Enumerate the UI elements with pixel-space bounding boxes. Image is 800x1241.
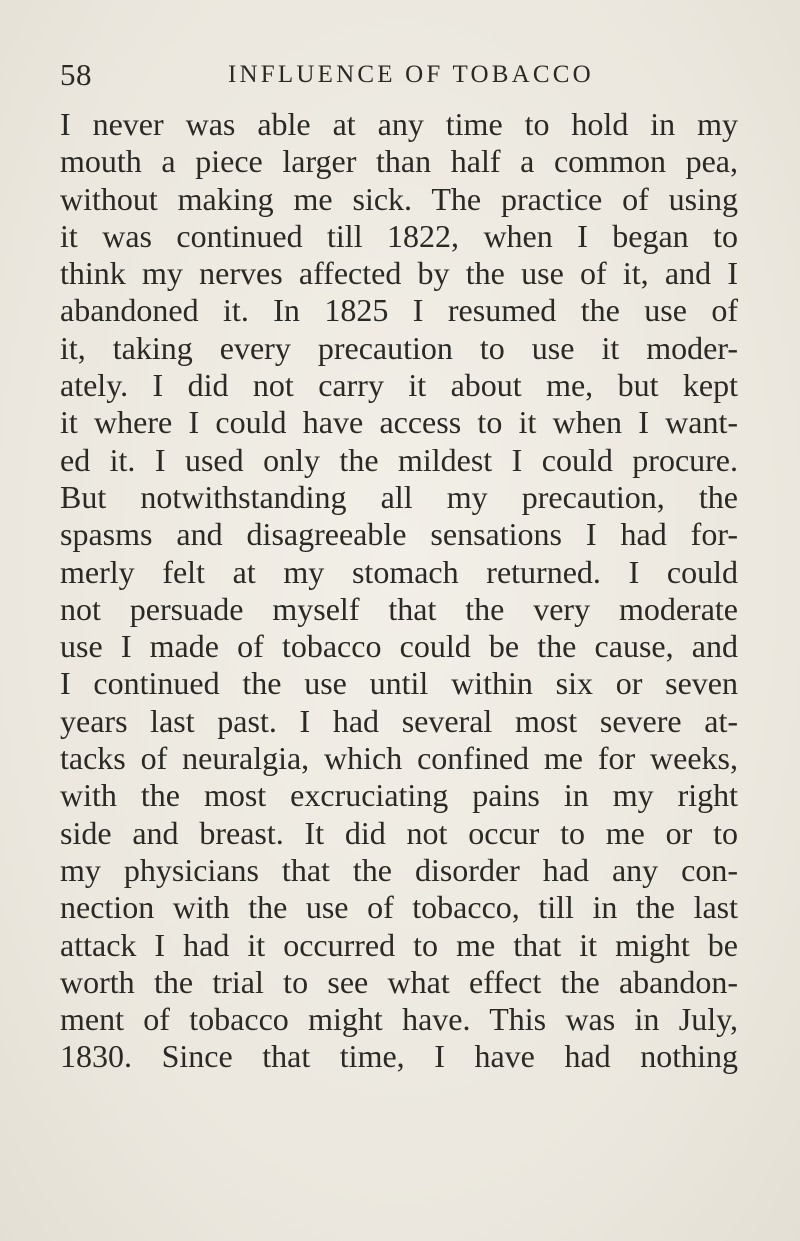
text-line: it was continued till 1822, when I began to [60,217,738,254]
text-line: use I made of tobacco could be the cause, and [60,628,738,665]
text-line: nection with the use of tobacco, till in the last [60,889,738,926]
text-line: years last past. I had several most severe at- [60,702,738,739]
text-line: ately. I did not carry it about me, but kept [60,367,738,404]
text-line: ed it. I used only the mildest I could procure. [60,441,738,478]
text-line: my physicians that the disorder had any con- [60,851,738,888]
text-line: ment of tobacco might have. This was in July, [60,1001,738,1038]
running-head [60,58,620,92]
text-line: not persuade myself that the very moderate [60,590,738,627]
text-line: it where I could have access to it when I want- [60,404,738,441]
text-line: mouth a piece larger than half a common pea, [60,143,738,180]
text-line: without making me sick. The practice of using [60,180,738,217]
text-line: merly felt at my stomach returned. I could [60,553,738,590]
text-line: attack I had it occurred to me that it might be [60,926,738,963]
running-title: INFLUENCE OF TOBACCO [228,61,594,88]
text-line: But notwithstanding all my precaution, the [60,478,738,515]
text-line: tacks of neuralgia, which confined me for weeks, [60,740,738,777]
text-line: it, taking every precaution to use it moder- [60,329,738,366]
text-line: 1830. Since that time, I have had nothing [60,1038,738,1075]
text-line: spasms and disagreeable sensations I had for- [60,516,738,553]
text-line: side and breast. It did not occur to me or to [60,814,738,851]
text-line: I continued the use until within six or seven [60,665,738,702]
text-line: I never was able at any time to hold in my [60,106,738,142]
body-text [60,106,738,1076]
text-line: think my nerves affected by the use of it, and I [60,255,738,292]
text-line: worth the trial to see what effect the abandon- [60,963,738,1000]
text-line: abandoned it. In 1825 I resumed the use of [60,292,738,329]
page-number: 58 [60,57,92,92]
text-line: with the most excruciating pains in my right [60,777,738,814]
